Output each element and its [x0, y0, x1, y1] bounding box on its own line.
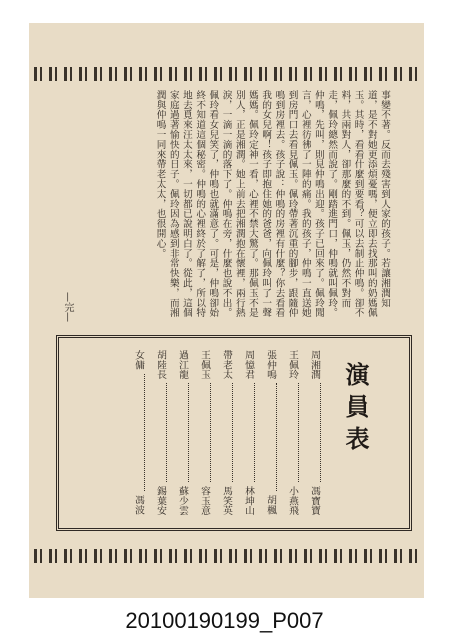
bottom-ornament-border	[34, 549, 418, 563]
cast-role: 王佩玉	[199, 350, 210, 380]
cast-role: 胡陸長	[155, 350, 166, 380]
cast-role: 張仲鳴	[265, 350, 276, 380]
cast-role: 帶老太	[221, 350, 232, 380]
cast-row	[197, 350, 211, 515]
cast-actor: 馬笑英	[221, 485, 232, 515]
cast-actor: 蘇少雲	[177, 485, 188, 515]
cast-actor: 錫葉安	[155, 485, 166, 515]
leader-dots	[232, 383, 233, 481]
cast-list	[131, 350, 321, 520]
cast-role: 過江龍	[177, 350, 188, 380]
cast-actor: 馮波	[133, 495, 144, 515]
leader-dots	[298, 383, 299, 481]
cast-actor: 容玉意	[199, 485, 210, 515]
leader-dots	[276, 383, 277, 491]
cast-role: 周憶君	[243, 350, 254, 380]
cast-actor: 林坤山	[243, 485, 254, 515]
top-ornament-border	[34, 67, 418, 81]
leader-dots	[320, 383, 321, 481]
cast-role: 女傭	[133, 350, 144, 370]
cast-row	[131, 350, 145, 515]
cast-actor: 胡楓	[265, 495, 276, 515]
cast-row	[175, 350, 189, 515]
cast-row	[219, 350, 233, 515]
story-paragraph: 事變不著。反而去殘害到人家的孩子。若讓湘潤知道，是不對她更添煩憂嗎，便立即去找那叫的奶媽佩玉。其時，看看什麼到要看？可以去制止仲鳴。卻不料，共兩對人，卻那麼的不到。佩玉，仍然不對而走，佩玲總然而說了。剛踏進門口，仲鳴就叫佩玲。仲鳴，先叫，則見仲鳴出迎。孩子已回來了。佩玲聞言，心裡彷彿了一陣的痛。我的孩子，仲鳴一直送她到房門口去看見佩玉。佩玲帶著沉重的腳步，跟隨仲鳴到房裡去。孩子說：仲鳴的房裡有什麼？你去看看我的女兒啊！孩子即抱住她的爸爸，向佩玲叫了一聲媽媽。佩玲定神一看，心裡不禁大驚了。那佩玉不是別人，正是湘潤。她上前去把湘潤抱在懷裡，兩行熱淚，一滴一滴的落下了。仲鳴在旁，什麼也說不出。佩玲看女兒笑了，仲鳴也就滿意了。可是，仲鳴卻始終不知道這個秘密。仲鳴的心裡終於了解了，所以特地去覓來汪太太來，一切都已說明白了。從此，這個家庭過著愉快的日子。佩玲因為感到非常快樂，而湘潤與仲鳴一同來帶老太太，也很開心。	[154, 90, 390, 318]
cast-actor: 馮寶寶	[309, 485, 320, 515]
cast-role: 王佩玲	[287, 350, 298, 380]
cast-row	[307, 350, 321, 515]
cast-title: 演員表	[341, 362, 370, 458]
leader-dots	[210, 383, 211, 481]
story-text	[91, 90, 391, 320]
archive-id: 20100190199_P007	[125, 608, 324, 633]
leader-dots	[144, 374, 145, 492]
cast-actor: 小燕飛	[287, 485, 298, 515]
cast-list-box	[56, 335, 412, 531]
cast-row	[153, 350, 167, 515]
end-mark: —完—	[62, 292, 73, 322]
cast-row	[241, 350, 255, 515]
cast-role: 周湘潤	[309, 350, 320, 380]
cast-row	[285, 350, 299, 515]
leader-dots	[254, 383, 255, 481]
cast-row	[263, 350, 277, 515]
leader-dots	[188, 383, 189, 481]
leader-dots	[166, 383, 167, 481]
